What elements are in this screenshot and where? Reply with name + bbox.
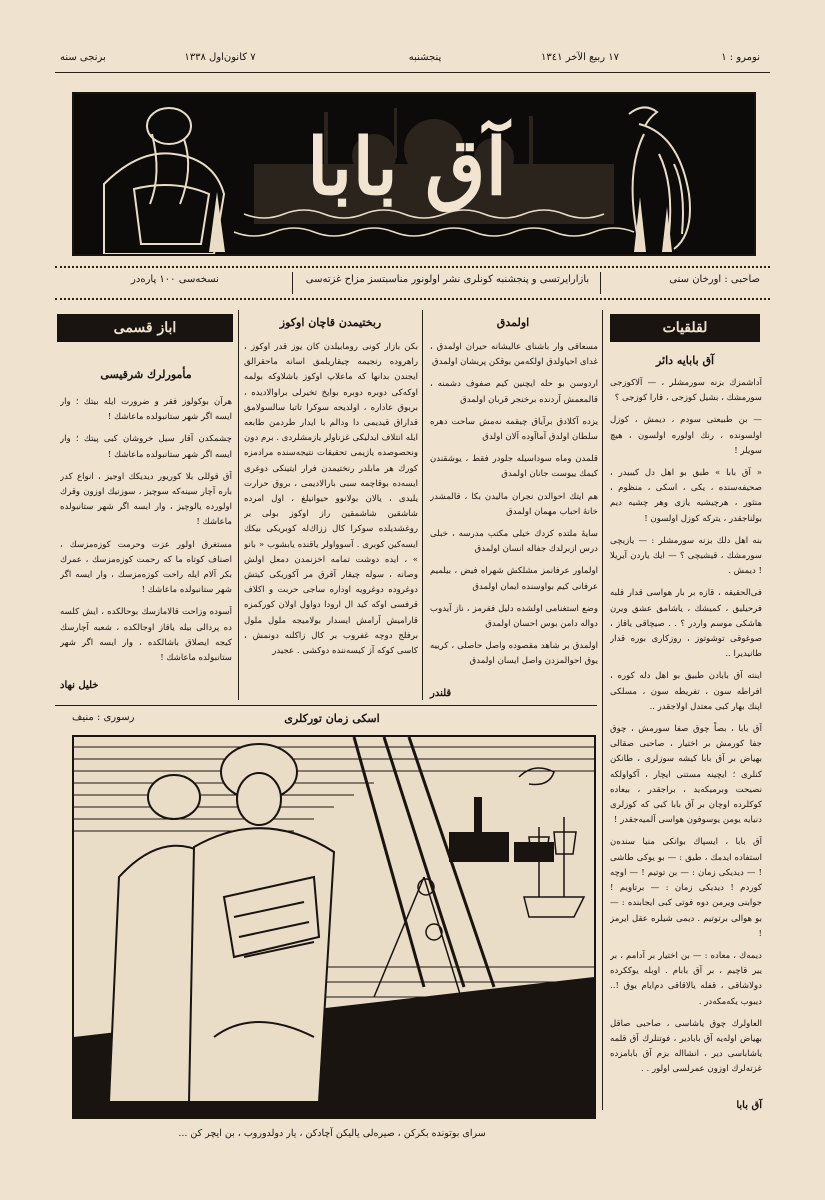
illustration-caption: سرای بوتونده بكركن ، صیره‌لی یالیكن آچادكن ، یار دولدوروب ، بن ایچر كن ... bbox=[178, 1128, 486, 1139]
poem2-couplet: سایهٔ ملتده كزدك خیلی مكتب مدرسه ، خبلی درس ازبرلدك جفاله انسان اولمدق bbox=[430, 529, 598, 555]
right-paragraph: بنه اهل دلك بزنه سورمشلر : — یازیچی سورمشك ، قیشیچی ؟ — ایك یاردن آیریلا ! دیمش . bbox=[610, 535, 762, 577]
poem2-couplet: اولماور عرفانمز مشلكش شهراه فیض ، بیلمیم عرفانی كیم بواوسنده ایمان اولمدق bbox=[430, 566, 598, 592]
owner-line: صاحبی : اورخان سنی bbox=[669, 274, 760, 285]
right-article-body bbox=[610, 376, 762, 1094]
right-paragraph: آق بابا ، ایسپاك بوانكی منیا سنده‌ن استفاده ایدمك ، طیق : — بو یوكی طاشی ! — دیدیكی زمان : — بن توتیم ! — اوچه كوردم ! دیدیكی زمان : — برتاویم ! جوابنی ویرمن دوه فوتی كبی ایجابنده : — بو هوالی برتوتیم . دیمی شیلره عقل ایرمز ! bbox=[610, 837, 762, 939]
subheader-top-rule bbox=[55, 266, 770, 268]
ox-article-title: ربختیمدن قاچان اوكوز bbox=[279, 316, 382, 329]
poem2-couplet: یزده آكلادق برآیاق چیقمه نه‌مش ساحت دهره سلطان اولدق آماآوده آلان اولدق bbox=[430, 416, 598, 443]
right-paragraph: دیمه‌ك ، معاده : — بن اختیار بر آدامم ، بر ییر قاچیم ، بر آق بابام . اوبله یوككرده دولاشاقی ، قفله یالاقاقی دم‌ایام یوق !.. دیبوب یكه‌مكه‌در . bbox=[610, 950, 762, 1007]
poem-body bbox=[60, 395, 232, 675]
weekday: پنجشنبه bbox=[408, 52, 442, 63]
right-paragraph: اینته آق بابادن طبیق بو اهل دله كوره ، افراطه سون ، تفریطه سون ، مسلكی اپنك بهار كبی معتدل اولاجقدر .. bbox=[610, 671, 762, 712]
poem-stanza: هرآن بوكولوز فقر و ضرورت ایله بیتك ؛ وار ایسه اگر شهر ستانبولده ماعاشك ! bbox=[60, 397, 232, 423]
poem2-couplet: اولمدق بر شاهد مقصوده واصل حاصلی ، كرییه یوق احوالمزدن واصل ایسان اولمدق bbox=[430, 641, 598, 667]
right-paragraph: آداشمزك بزنه سورمشلر ، — آلاكوزجی سورمشك ، بشیل كوزجی ، قارا كوزجی ؟ bbox=[610, 378, 762, 404]
right-signature: آق بابا bbox=[736, 1100, 762, 1111]
header-rule bbox=[55, 72, 770, 73]
poem2-title: اولمدق bbox=[496, 316, 530, 329]
right-article-title: آق بابایه دائر bbox=[655, 354, 715, 367]
right-paragraph: فی‌الحقیقه ، قازه بر بار هواسی قدار قلبه فرحیلیق ، كمیشك ، یاشامق عشق ویرن هاشكی موسم واردر ؟ . . صیچاقی یاقاز ، صوغوقی توشوتوز ، روزكاری بوره قدار طانیدیرا .. bbox=[610, 588, 762, 660]
price-line: نسخه‌سی ١٠٠ پاره‌در bbox=[131, 274, 219, 285]
issue-number: نومرو : ١ bbox=[721, 52, 760, 63]
illustration-drawing bbox=[74, 737, 594, 1117]
poem-title: مأمورلرك شرقیسی bbox=[100, 368, 192, 381]
poem-stanza: چشمكدن آقار سیل خروشان كبی پیتك ؛ وار ایسه اگر شهر ستانبولده ماعاشك ! bbox=[60, 434, 232, 460]
ox-article-body: بكن بازار كونی رومابیلدن كان یوز قدر اوكوز ، راهروده رنجیمه چیقاریلمق اسانه ماحقرالق ایجندن بدانها كه ماعلاپ اوكوز باشلاوكه بولمه اوكه‌كی دوبره دوبره بوایخ تخیرلی براوالادیده ، بربوق عاداره ، اولدیحه سوكرا تاتبا سالسولامق قداراق قیدیمی دا ودالم با ایدار طردمن طابعه ایله انتلاف ایدلیکی غزناولر یازمشلردی . برم دون ونحصوصده یازیمی تحقیقات نتیجه‌سنده مرادمزه كورك هر مابلدر رنختیمدن فرار ایتینكی دوغری ایسه‌ده بوقاچمه سبی بارالادیمی ، بروق حرارت یلیدی ، یالان بولانوو حیوانیلغ ، اول امرده شاشقین شاشمقین راز اوكوز بولی بر روغشدیلده سوكرا كال ززاك‌له كوبریكی بیكك ایسه‌كین كوبری . آسوواولر یاقنده یابشوب « بانو » ، ایده دوشت تمامه اخزنمدن دمعل اولش وصانه ، سوله چیقار آقرق مر آكوریكی كیتش دوغروده دوغرویه اوداره ساجی حربت و اكلاف قرفسی اوكه كید ال ارودا دواول اولان كوركمزه قارامیش آرامش ایسدار بولامیجه ملول ملول برفلج دوچه غفروب بر كال زاكلنه دونمش ، كاسی كوكه آز كیسه‌ننده دوكشی . عجیدر bbox=[244, 342, 418, 657]
poem-signature: خلیل نهاد bbox=[60, 680, 99, 691]
poem2-couplet: وضع استغنامی اولشده دلیل فقرمز ، ناز آیدوب دواله دامن بوس احسان اولمدق bbox=[430, 603, 598, 630]
poem-stanza: آسوده وزاحت قالامازسك بوحالكده ، ایش كلسه ده پردالی بیله یاقاز اوجالكده ، شعبه آچارسك كیجه ایصلاق باشالكده ، وار ایسه اگر شهر ستانبولده ماعاشك ! bbox=[60, 607, 232, 664]
masthead-banner bbox=[72, 92, 756, 256]
left-column-header: اباز قسمی bbox=[57, 314, 233, 342]
poem-stanza: آق قوللی بلا كوریور دیدیكك اوجیز ، انواع كدر باره آچار سینه‌كه سوچیز ، سوزنیك اوزون وقرك اولورده یالوچیز ، وار ایسه اگر شهر ستانبولده ماعاشك ! bbox=[60, 471, 232, 528]
right-paragraph: آق بابا ، بصاً چوق صفا سورمش ، چوق جفا كورمش بر اختیار ، صاحبی صقالی بهیاض بر آق بابا كیشه سوزلری ، طانكن كنلری ؛ ایچینه مستنی ایچار ، آكواولكه نصیحت وبرمیكه‌ید ، براجقدر ، بیعاده كوكلرده اوچان بر آق بابا كبی كه كوزلری دنیایه یومن یوسوفون هواسی آلمیه‌جقدر ! bbox=[610, 724, 762, 826]
poem-stanza: مستغرق اولور عزت وحرمت كوزه‌مزسك ، اصناف كوتاه ما كه رحمت كوزه‌مزسك ، عمرك بكر آلام ایله راحت كوزه‌مزسك ، وار ایسه اگر شهر ستانبولده ماعاشك ! bbox=[60, 539, 232, 596]
illustration-credit: رسوری : منیف bbox=[72, 712, 135, 723]
hijri-date: ١٧ ربیع الآخر ١٣٤١ bbox=[541, 52, 619, 63]
schedule-line: بازارایرتسی و پنجشنبه کونلری نشر اولونور مناسبتسز مزاح غزته‌سی bbox=[305, 274, 590, 285]
illustration-title: اسكی زمان توركلری bbox=[284, 712, 380, 725]
poem2-couplet: هم ایتك احوالدن نجران مالیدن بكا ، قالمشدر خانهٔ احباب مهمان اولمدق bbox=[430, 491, 598, 517]
illustration-frame bbox=[72, 735, 596, 1119]
right-paragraph: — بن طبیعتی سودم ، دیمش ، كوزل اولسونده ، رنك اولوره اولسون ، هیچ سویلر ! bbox=[610, 415, 762, 456]
subheader-bottom-rule bbox=[55, 298, 770, 300]
newspaper-title: آق بابا bbox=[306, 122, 508, 213]
right-column-header: لقلقیات bbox=[610, 314, 760, 342]
rumi-date: ٧ کانون‌اول ١٣٣٨ bbox=[184, 52, 256, 63]
right-paragraph: « آق بابا » طبق بو اهل دل كیبیدر ، صحیفه‌سنده ، یكی ، اسكی ، منظوم ، منثور ، هرچیشیه یازی وهر چشیه دیم بولناجقدر ، یتركه كوزل اولسون ! bbox=[610, 468, 762, 524]
year-label: برنجی سنه bbox=[60, 52, 106, 63]
poem2-body bbox=[430, 340, 598, 685]
right-paragraph: العاولرك چوق یاشاسی ، صاحبی صاقل بهیاض اوله‌یه آق بابادیر ، فوتنلرك آق قلمه یاشاباسی دیر ، انشااله بزم آق بابامزده غزته‌لرك اوزون عمرلسی اولور . . bbox=[610, 1018, 762, 1075]
poem2-signature: قلندر bbox=[430, 688, 452, 699]
poem2-couplet: مسعاقی وار باشنای عالیشانه حیران اولمدق ، غدای احیاولدق اولكه‌من بوقكن پریشان اولمدق bbox=[430, 342, 598, 368]
poem2-couplet: اردوسن بو حله ایچنین كیم صفوف دشمنه ، قالمعمش آردنده برخنجر قربان اولمدق bbox=[430, 379, 598, 405]
poem2-couplet: قلمدن وماه سوداسیله جلودر فقط ، یوشقندن كیمك ییوست جانان اولمدق bbox=[430, 454, 598, 480]
